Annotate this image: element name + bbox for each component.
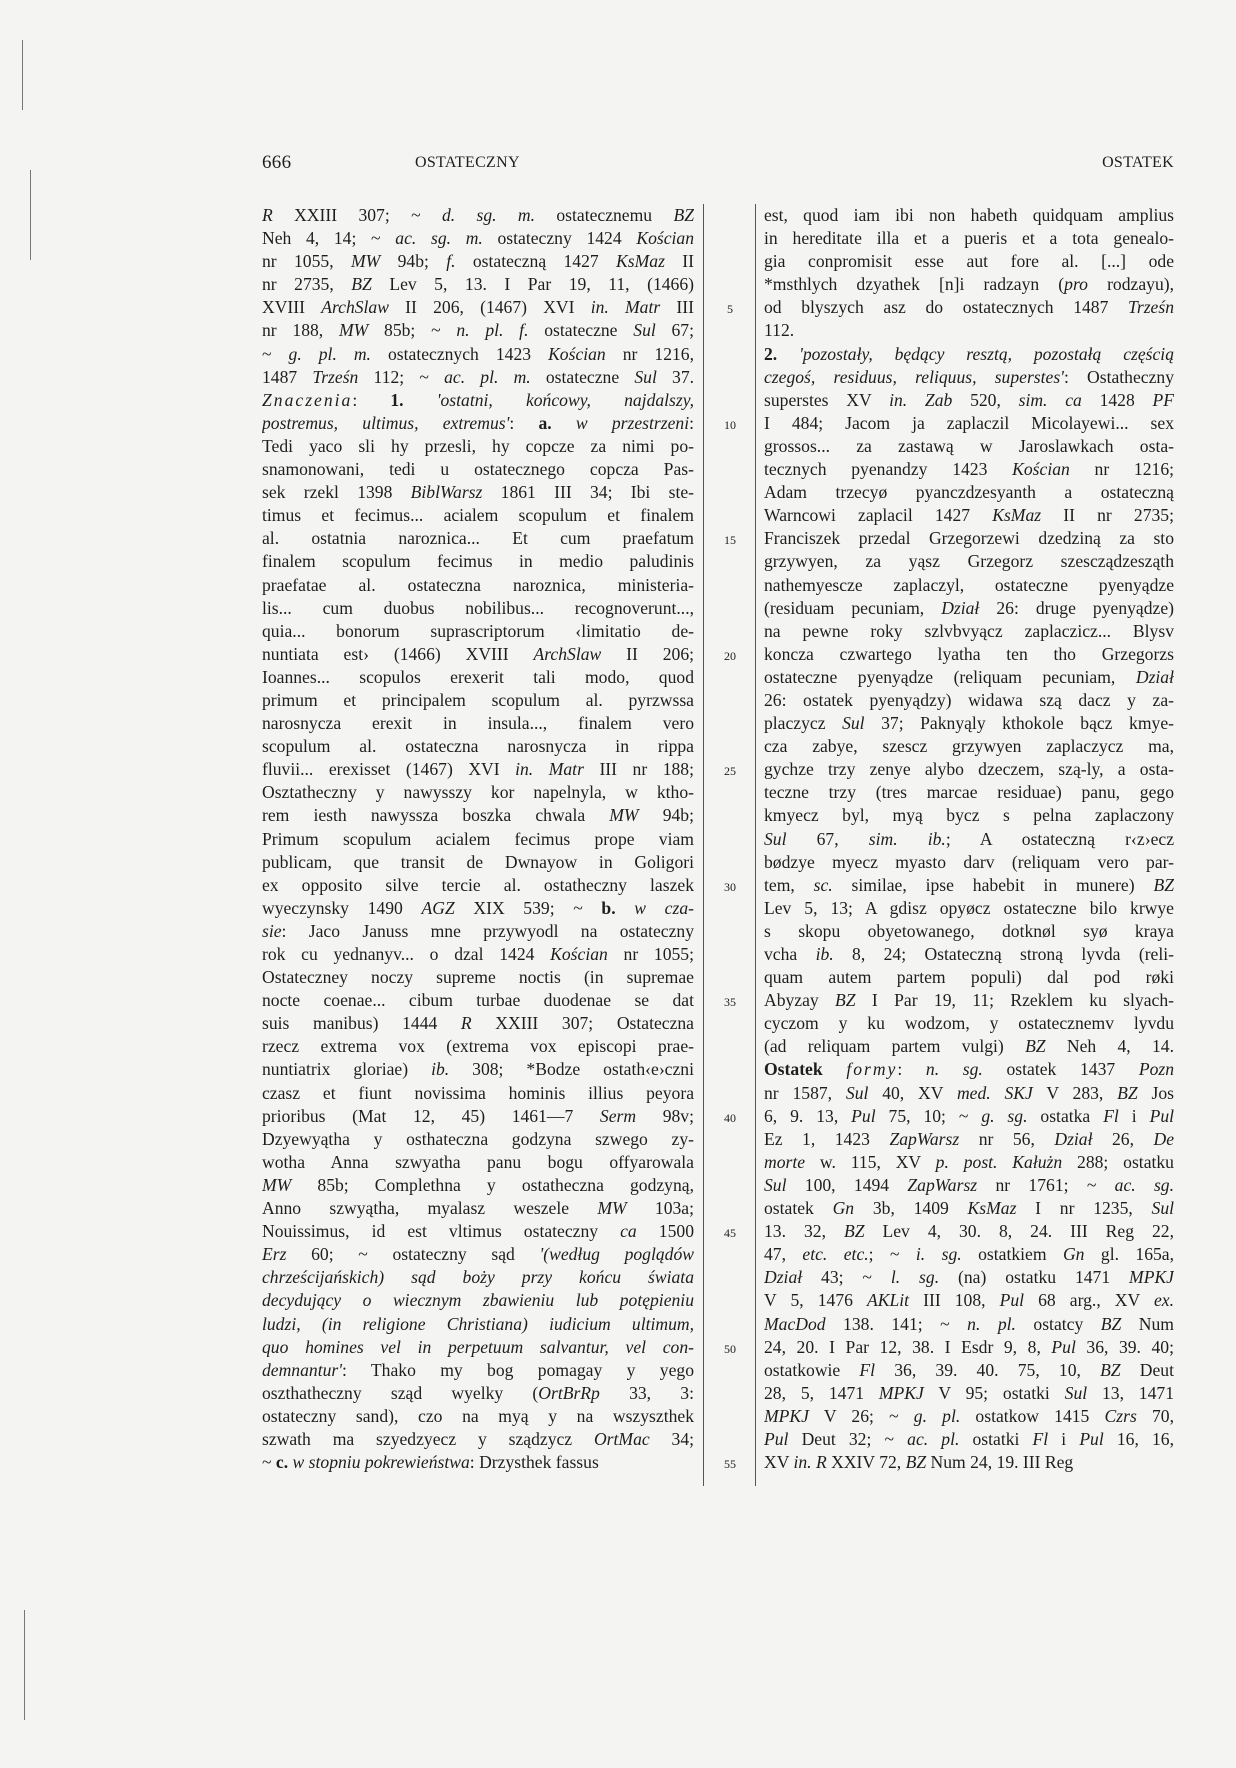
text-line: snamonowani, tedi u ostatecznego copcza Pas- [262, 459, 694, 480]
text-line: Abyzay BZ I Par 19, 11; Rzeklem ku slyach- [764, 990, 1174, 1011]
text-line: 1487 Trześn 112; ~ ac. pl. m. ostateczne Sul 37. [262, 366, 694, 387]
text-line: Primum scopulum acialem fecimus prope viam [262, 828, 694, 849]
text-line: rem iesth nawyssza boszka chwala MW 94b; [262, 805, 694, 826]
right-running-title: OSTATEK [1102, 154, 1174, 171]
text-line: ex opposito silve tercie al. ostatheczny laszek [262, 874, 694, 895]
text-line: est, quod iam ibi non habeth quidquam amplius [764, 205, 1174, 225]
text-line: nr 1587, Sul 40, XV med. SKJ V 283, BZ Jos [764, 1082, 1174, 1103]
left-running-title: OSTATECZNY [415, 154, 520, 171]
scan-artifact [22, 40, 23, 110]
text-line: bødzye myecz myasto darv (reliquam vero par- [764, 851, 1174, 872]
text-line: quam autem partem populi) dal pod røki [764, 967, 1174, 988]
text-line: MacDod 138. 141; ~ n. pl. ostatcy BZ Num [764, 1313, 1174, 1334]
text-line: quo homines vel in perpetuum salvantur, vel con- [262, 1336, 694, 1357]
line-number: 20 [724, 648, 736, 663]
text-line: 112. [764, 320, 795, 341]
text-line: (residuam pecuniam, Dział 26: druge pyenyądze) [764, 597, 1174, 618]
text-line: nocte coenae... cibum turbae duodenae se dat [262, 990, 694, 1011]
text-line: ~ g. pl. m. ostatecznych 1423 Kościan nr 1216, [262, 343, 694, 364]
text-line: sie: Jaco Januss mne przywyodl na ostateczny [262, 920, 694, 941]
text-line: Nouissimus, id est vltimus ostateczny ca 1500 [262, 1221, 694, 1242]
text-line: 28, 5, 1471 MPKJ V 95; ostatki Sul 13, 1471 [764, 1382, 1174, 1403]
text-line: 13. 32, BZ Lev 4, 30. 8, 24. III Reg 22, [764, 1221, 1174, 1242]
text-line: rok cu yednanyv... o dzal 1424 Kościan nr 1055; [262, 944, 694, 964]
text-line: superstes XV in. Zab 520, sim. ca 1428 PF [764, 389, 1174, 410]
text-line: Neh 4, 14; ~ ac. sg. m. ostateczny 1424 Kościan [262, 228, 694, 249]
text-line: I 484; Jacom ja zaplaczil Micolayewi... sex [764, 412, 1174, 433]
text-line: gychze trzy zenye alybo dzeczem, szą-ly, a osta- [764, 759, 1174, 780]
text-line: nuntiatrix gloriae) ib. 308; *Bodze ostath‹e›czni [262, 1059, 694, 1080]
text-line: Erz 60; ~ ostateczny sąd '(według poglądów [262, 1244, 694, 1265]
column-rule-left [703, 204, 704, 1486]
text-line: 26: ostatek pyenyądzy) widawa szą dacz y za- [764, 689, 1174, 710]
line-number: 35 [724, 995, 736, 1010]
text-line: 24, 20. I Par 12, 38. I Esdr 9, 8, Pul 36, 39. 40; [764, 1336, 1174, 1357]
text-line: tem, sc. similae, ipse habebit in munere) BZ [764, 874, 1174, 895]
line-number: 55 [724, 1457, 736, 1472]
text-line: Dzyewyątha y osthateczna godzyna szwego zy- [262, 1128, 694, 1149]
text-line: sek rzekl 1398 BiblWarsz 1861 III 34; Ibi ste- [262, 482, 694, 503]
column-rule-right [755, 204, 756, 1486]
text-line: od blyszych asz do ostatecznych 1487 Trześn [764, 297, 1174, 318]
text-line: morte w. 115, XV p. post. Kałużn 288; ostatku [764, 1151, 1174, 1172]
text-line: ostateczne pyenyądze (reliquam pecuniam, Dział [764, 666, 1174, 687]
text-line: *msthlych dzyathek [n]i radzayn (pro rodzayu), [764, 274, 1174, 295]
text-line: grzywyen, za yąsz Grzegorz szescządzesząth [764, 551, 1174, 572]
text-line: 2. 'pozostały, będący resztą, pozostałą częścią [764, 343, 1174, 364]
text-line: V 5, 1476 AKLit III 108, Pul 68 arg., XV ex. [764, 1290, 1174, 1311]
text-line: suis manibus) 1444 R XXIII 307; Ostateczna [262, 1013, 694, 1034]
text-line: kmyecz byl, myą bycz s pelna zaplaczony [764, 805, 1174, 826]
text-line: Ioannes... scopulos erexerit tali modo, quod [262, 666, 694, 687]
text-line: ostatkowie Fl 36, 39. 40. 75, 10, BZ Deut [764, 1359, 1174, 1380]
text-line: tecznych pyenandzy 1423 Kościan nr 1216; [764, 459, 1174, 480]
text-line: czasz et fiunt novissima hominis illius peyora [262, 1082, 694, 1103]
text-line: Ostatek formy: n. sg. ostatek 1437 Pozn [764, 1059, 1174, 1080]
text-line: nathemyescze zaplaczyl, ostateczne pyenyądze [764, 574, 1174, 595]
text-line: ~ c. w stopniu pokrewieństwa: Drzysthek fassus [262, 1452, 599, 1473]
text-line: grossos... za zastawą w Jaroslawkach osta- [764, 435, 1174, 456]
text-line: ostatek Gn 3b, 1409 KsMaz I nr 1235, Sul [764, 1198, 1174, 1219]
text-line: nr 2735, BZ Lev 5, 13. I Par 19, 11, (1466) [262, 274, 694, 295]
line-number: 5 [727, 302, 733, 317]
text-line: teczne trzy (tres marcae residuae) panu, gego [764, 782, 1174, 803]
line-number: 15 [724, 533, 736, 548]
text-line: timus et fecimus... acialem scopulum et finalem [262, 505, 694, 526]
text-line: XVIII ArchSlaw II 206, (1467) XVI in. Matr III [262, 297, 694, 318]
text-line: Anno szwyątha, myalasz weszele MW 103a; [262, 1198, 694, 1219]
text-line: Dział 43; ~ l. sg. (na) ostatku 1471 MPKJ [764, 1267, 1174, 1288]
text-line: Warncowi zaplacil 1427 KsMaz II nr 2735; [764, 505, 1174, 526]
text-line: in hereditate illa et a pueris et a tota genealo- [764, 228, 1174, 249]
text-line: koncza czwartego lyatha ten tho Grzegorzs [764, 643, 1174, 664]
text-line: Lev 5, 13; A gdisz opyøcz ostateczne bilo krwye [764, 897, 1174, 918]
text-line: Osztatheczny y nawysszy kor napelnyla, w kthо- [262, 782, 694, 803]
text-line: lis... cum duobus nobilibus... recognoverunt..., [262, 597, 694, 618]
text-line: gia conpromisit esse aut fore al. [...] ode [764, 251, 1174, 272]
text-line: s skopu obyetowanego, dotknøl syø kraya [764, 920, 1174, 941]
text-line: finalem scopulum fecimus in medio paludinis [262, 551, 694, 572]
text-line: (ad reliquam partem vulgi) BZ Neh 4, 14. [764, 1036, 1174, 1057]
text-line: primum et principalem scopulum al. pyrzwssa [262, 689, 694, 710]
text-line: 6, 9. 13, Pul 75, 10; ~ g. sg. ostatka Fl i Pul [764, 1105, 1174, 1126]
text-line: nuntiata est› (1466) XVIII ArchSlaw II 206; [262, 643, 694, 664]
line-number: 50 [724, 1341, 736, 1356]
text-line: nr 1055, MW 94b; f. ostateczną 1427 KsMaz II [262, 251, 694, 272]
page-number: 666 [262, 152, 292, 173]
text-line: vcha ib. 8, 24; Ostateczną stroną lyvda (reli- [764, 944, 1174, 964]
text-line: Adam trzecyø pyanczdzesyanth a ostateczną [764, 482, 1174, 503]
line-number: 10 [724, 417, 736, 432]
text-line: Ostateczney noczy supreme noctis (in supremae [262, 967, 694, 988]
text-line: demnantur': Thako my bog pomagay y yego [262, 1359, 694, 1380]
text-line: Sul 67, sim. ib.; A ostateczną r‹z›ecz [764, 828, 1174, 849]
text-line: 47, etc. etc.; ~ i. sg. ostatkiem Gn gl. 165a, [764, 1244, 1174, 1265]
text-line: Franciszek przedal Grzegorzewi dzedziną za sto [764, 528, 1174, 549]
line-number: 30 [724, 879, 736, 894]
text-line: wyeczynsky 1490 AGZ XIX 539; ~ b. w cza- [262, 897, 694, 918]
text-line: Tedi yaco sli hy przesli, hy copcze za nimi po- [262, 435, 694, 456]
text-line: prioribus (Mat 12, 45) 1461—7 Serm 98v; [262, 1105, 694, 1126]
text-line: czegoś, residuus, reliquus, superstes': Ostatheczny [764, 366, 1174, 387]
text-line: Znaczenia: 1. 'ostatni, końcowy, najdalszy, [262, 389, 694, 410]
text-line: XV in. R XXIV 72, BZ Num 24, 19. III Reg [764, 1452, 1074, 1473]
text-line: ostateczny sand), czo na myą y na wszyszthek [262, 1405, 694, 1426]
text-line: scopulum al. ostateczna narosnycza in rippa [262, 736, 694, 757]
text-line: R XXIII 307; ~ d. sg. m. ostatecznemu BZ [262, 205, 694, 225]
text-line: Ez 1, 1423 ZapWarsz nr 56, Dział 26, De [764, 1128, 1174, 1149]
text-line: fluvii... erexisset (1467) XVI in. Matr III nr 188; [262, 759, 694, 780]
left-column [262, 204, 694, 1474]
text-line: oszthatheczny sząd wyelky (OrtBrRp 33, 3: [262, 1382, 694, 1403]
line-number: 45 [724, 1226, 736, 1241]
text-line: praefatae al. ostateczna naroznica, ministeria- [262, 574, 694, 595]
text-line: placzycz Sul 37; Paknyąly kthokole bącz kmye- [764, 713, 1174, 734]
scan-artifact [30, 170, 31, 260]
text-line: wotha Anna szwyatha panu bogu offyarowala [262, 1151, 694, 1172]
text-line: postremus, ultimus, extremus': a. w przestrzeni: [262, 412, 694, 433]
text-line: cza zabye, szescz grzywyen zaplaczycz ma, [764, 736, 1174, 757]
text-line: szwath ma szyedzyecz y sządzycz OrtMac 34; [262, 1428, 694, 1449]
text-line: MW 85b; Complethna y ostatheczna godzyną, [262, 1174, 694, 1195]
text-line: publicam, que transit de Dwnayow in Goligori [262, 851, 694, 872]
page-header [262, 152, 1182, 178]
text-line: quia... bonorum suprascriptorum ‹limitatio de- [262, 620, 694, 641]
text-line: Sul 100, 1494 ZapWarsz nr 1761; ~ ac. sg. [764, 1174, 1174, 1195]
text-line: ludzi, (in religione Christiana) iudicium ultimum, [262, 1313, 694, 1334]
text-line: MPKJ V 26; ~ g. pl. ostatkow 1415 Czrs 70, [764, 1405, 1174, 1426]
text-line: al. ostatnia naroznica... Et cum praefatum [262, 528, 694, 549]
text-line: rzecz extrema vox (extrema vox episcopi prae- [262, 1036, 694, 1057]
scan-artifact [24, 1610, 25, 1720]
text-line: decydujący o wiecznym zbawieniu lub potępieniu [262, 1290, 694, 1311]
text-line: narosnycza erexit in insula..., finalem vero [262, 713, 694, 734]
text-line: Pul Deut 32; ~ ac. pl. ostatki Fl i Pul 16, 16, [764, 1428, 1174, 1449]
text-line: chrześcijańskich) sąd boży przy końcu świata [262, 1267, 694, 1288]
right-column [764, 204, 1174, 1474]
text-line: nr 188, MW 85b; ~ n. pl. f. ostateczne Sul 67; [262, 320, 694, 341]
text-line: cyczom y ku wodzom, y ostatecznemv lyvdu [764, 1013, 1174, 1034]
line-number: 40 [724, 1110, 736, 1125]
line-number: 25 [724, 764, 736, 779]
text-line: na pewne roky szlvbvyącz zaplaczicz... Blysv [764, 620, 1174, 641]
